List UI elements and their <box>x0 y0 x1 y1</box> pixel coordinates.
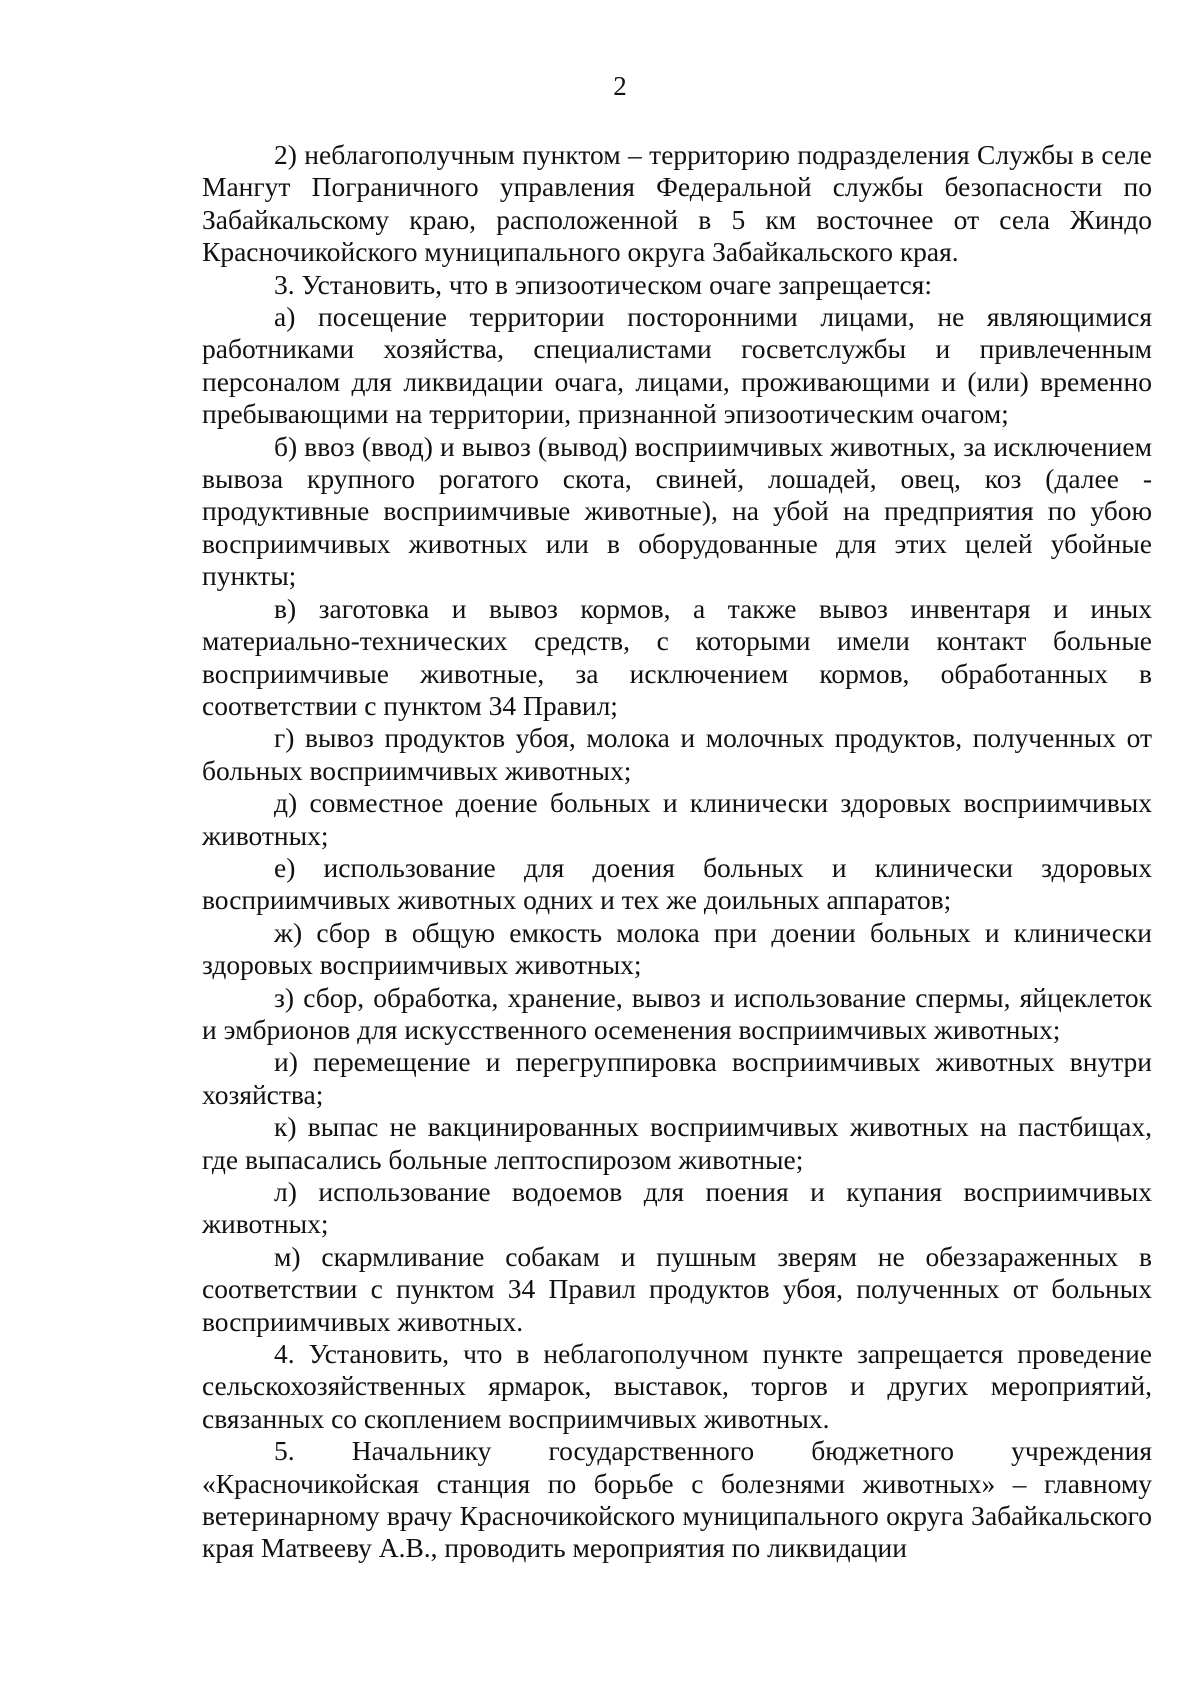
paragraph-clause-3e: е) использование для доения больных и клинически здоровых восприимчивых животных одних и тех же доильных аппаратов; <box>202 851 1152 916</box>
paragraph-clause-3d: д) совместное доение больных и клинически здоровых восприимчивых животных; <box>202 787 1152 851</box>
paragraph-clause-3a: а) посещение территории посторонними лицами, не являющимися работниками хозяйства, специалистами госветслужбы и привлеченным персоналом для ликвидации очага, лицами, проживающими и (или) временно пребывающими на территории, признанной эпизоотическим очагом; <box>202 301 1152 430</box>
paragraph-clause-3z: з) сбор, обработка, хранение, вывоз и использование спермы, яйцеклеток и эмбрионов для искусственного осеменения восприимчивых животных; <box>202 981 1152 1045</box>
document-body <box>202 139 1152 1565</box>
paragraph-clause-4: 4. Установить, что в неблагополучном пункте запрещается проведение сельскохозяйственных ярмарок, выставок, торгов и других мероприятий, связанных со скоплением восприимчивых животных. <box>202 1338 1152 1434</box>
paragraph-clause-3b: б) ввоз (ввод) и вывоз (вывод) восприимчивых животных, за исключением вывоза крупного рогатого скота, свиней, лошадей, овец, коз (далее - продуктивные восприимчивые животные), на убой на предприятия по убою восприимчивых животных или в оборудованные для этих целей убойные пункты; <box>202 430 1152 592</box>
paragraph-item-2-unfavorable-point: 2) неблагополучным пунктом – территорию подразделения Службы в селе Мангут Пограничного управления Федеральной службы безопасности по Забайкальскому краю, расположенной в 5 км восточнее от села Жиндо Красночикойского муниципального округа Забайкальского края. <box>202 139 1152 268</box>
paragraph-clause-3g: г) вывоз продуктов убоя, молока и молочных продуктов, полученных от больных восприимчивых животных; <box>202 722 1152 786</box>
paragraph-clause-3i: и) перемещение и перегруппировка восприимчивых животных внутри хозяйства; <box>202 1046 1152 1110</box>
paragraph-clause-3l: л) использование водоемов для поения и купания восприимчивых животных; <box>202 1176 1152 1240</box>
paragraph-clause-3m: м) скармливание собакам и пушным зверям не обеззараженных в соответствии с пунктом 34 Правил продуктов убоя, полученных от больных восприимчивых животных. <box>202 1240 1152 1337</box>
page-number: 2 <box>613 71 627 101</box>
paragraph-clause-3v: в) заготовка и вывоз кормов, а также вывоз инвентаря и иных материально-технических средств, с которыми имели контакт больные восприимчивые животные, за исключением кормов, обработанных в соответствии с пунктом 34 Правил; <box>202 592 1152 721</box>
paragraph-clause-3k: к) выпас не вакцинированных восприимчивых животных на пастбищах, где выпасались больные лептоспирозом животные; <box>202 1111 1152 1175</box>
paragraph-clause-3-heading: 3. Установить, что в эпизоотическом очаге запрещается: <box>274 268 932 300</box>
paragraph-clause-3zh: ж) сбор в общую емкость молока при доении больных и клинически здоровых восприимчивых животных; <box>202 916 1152 981</box>
paragraph-clause-5: 5. Начальнику государственного бюджетного учреждения «Красночикойская станция по борьбе с болезнями животных» – главному ветеринарному врачу Красночикойского муниципального округа Забайкальского края Матвееву А.В., проводить мероприятия по ликвидации <box>202 1435 1152 1564</box>
